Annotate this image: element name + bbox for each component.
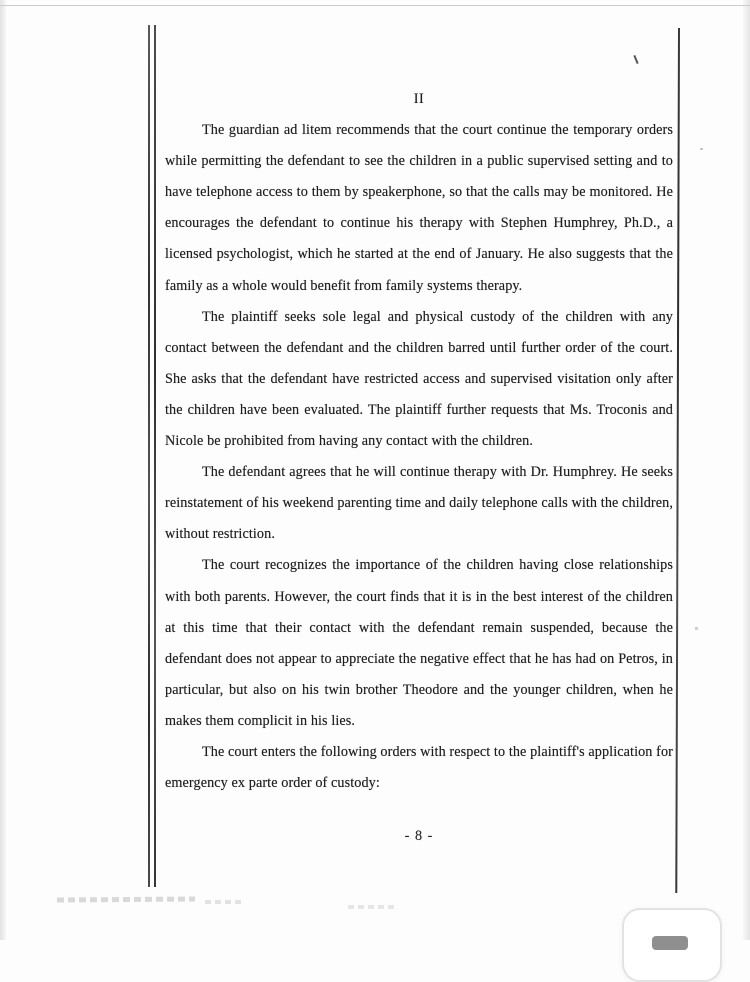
scan-smudge-artifact <box>348 905 396 909</box>
scan-smudge-artifact <box>57 897 195 903</box>
floating-button-bar-icon <box>652 936 688 950</box>
paragraph-court-orders-intro: The court enters the following orders with respect to the plaintiff's application for emergency ex parte order of custody: <box>165 743 673 792</box>
section-heading: II <box>413 91 425 107</box>
page-left-edge-shadow <box>0 0 6 940</box>
left-margin-rule-inner <box>154 25 156 887</box>
scan-speck-artifact <box>695 627 698 630</box>
scan-tick-artifact <box>633 55 638 64</box>
scan-top-line <box>0 5 750 6</box>
page-number: - 8 - <box>404 828 434 844</box>
paragraph-court-findings: The court recognizes the importance of the children having close relationships with both parents. However, the court finds that it is in the best interest of the children at this time that their contact with the defendant remain suspended, because the defendant does not appear to appreciate the negative effect that he has had on Petros, in particular, but also on his twin brother Theodore and the younger children, when he makes them complicit in his lies. <box>165 557 673 729</box>
right-margin-rule <box>675 28 680 893</box>
paragraph-defendant-position: The defendant agrees that he will continue therapy with Dr. Humphrey. He seeks reinstatement of his weekend parenting time and daily telephone calls with the children, without restriction. <box>165 464 673 543</box>
floating-button[interactable] <box>622 908 722 982</box>
paragraph-guardian-recommendation: The guardian ad litem recommends that the court continue the temporary orders while permitting the defendant to see the children in a public supervised setting and to have telephone access to them by speakerphone, so that the calls may be monitored. He encourages the defendant to continue his therapy with Stephen Humphrey, Ph.D., a licensed psychologist, which he started at the end of January. He also suggests that the family as a whole would benefit from family systems therapy. <box>165 122 673 294</box>
document-text-column <box>165 84 673 799</box>
left-margin-rule-outer <box>148 25 150 887</box>
scan-smudge-artifact <box>205 900 241 904</box>
scan-speck-artifact <box>700 148 703 150</box>
page-right-edge-shadow <box>743 0 750 940</box>
paragraph-plaintiff-requests: The plaintiff seeks sole legal and physical custody of the children with any contact between the defendant and the children barred until further order of the court. She asks that the defendant have restricted access and supervised visitation only after the children have been evaluated. The plaintiff further requests that Ms. Troconis and Nicole be prohibited from having any contact with the children. <box>165 308 673 450</box>
